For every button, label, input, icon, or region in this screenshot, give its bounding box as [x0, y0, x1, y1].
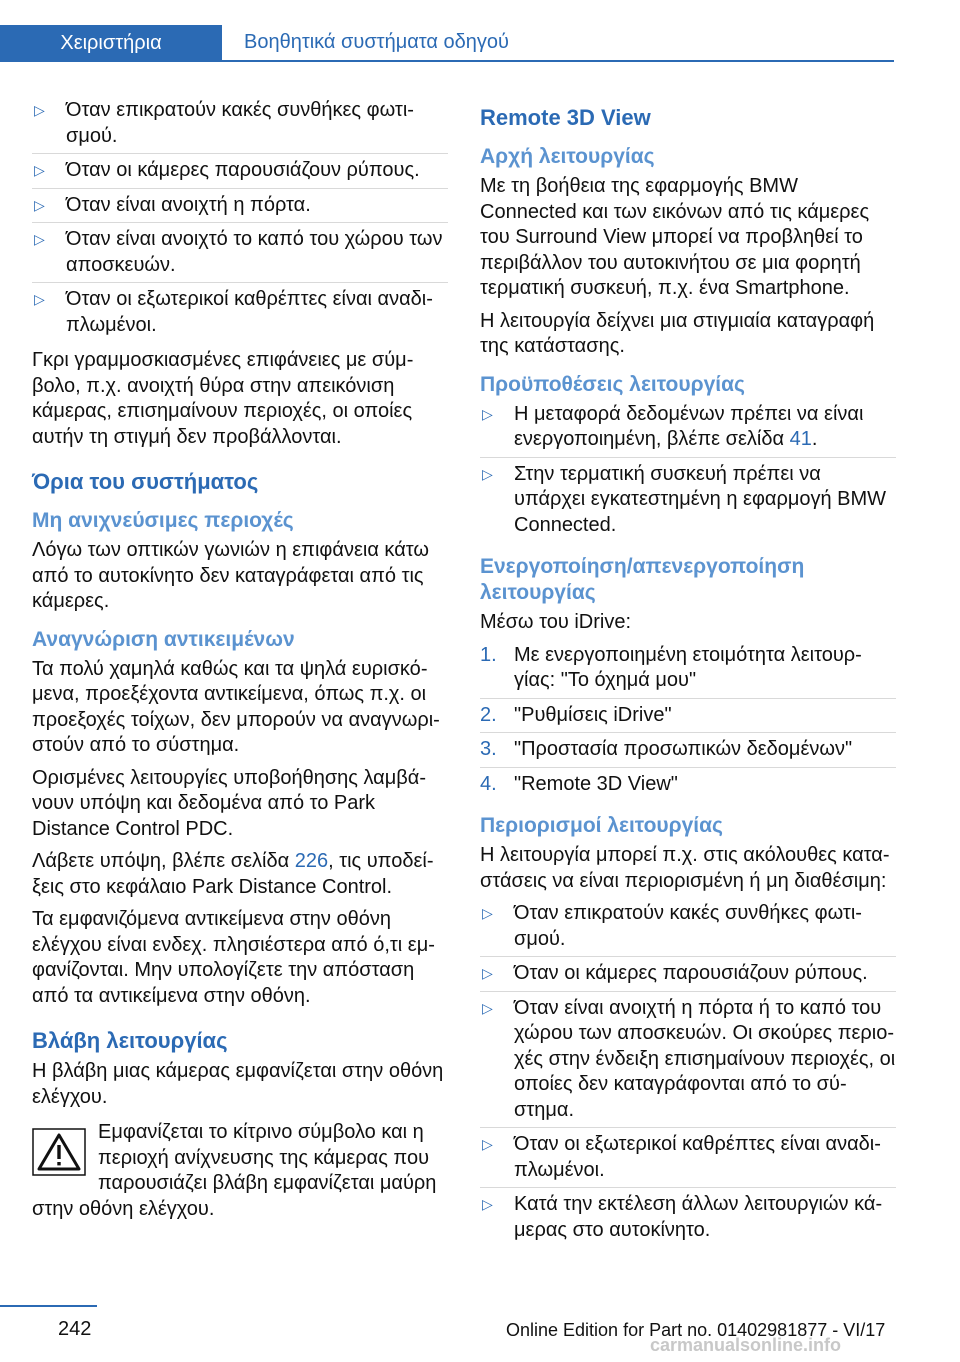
- step-number: 2.: [480, 703, 497, 726]
- heading-restrictions: Περιορισμοί λειτουργίας: [480, 814, 723, 837]
- list-item: 2. "Ρυθμίσεις iDrive": [480, 703, 896, 734]
- paragraph-snapshot: Η λειτουργία δείχνει μια στιγμιαία καταγραφή της κατάστασης.: [480, 309, 875, 357]
- list-item: ▷ Κατά την εκτέλεση άλλων λειτουργιών κάμερας στο αυτοκίνητο.: [482, 1193, 883, 1241]
- heading-malfunction: Βλάβη λειτουργίας: [32, 1028, 228, 1053]
- page-number: 242: [58, 1318, 92, 1340]
- heading-principle: Αρχή λειτουργίας: [480, 145, 655, 168]
- tab-controls[interactable]: Χειριστήρια: [0, 25, 222, 62]
- edition-note: Online Edition for Part no. 01402981877 - VI/17: [506, 1320, 886, 1340]
- triangle-right-icon: ▷: [34, 102, 45, 118]
- paragraph-undetectable: Λόγω των οπτικών γωνιών η επιφάνεια κάτω από το αυτοκίνητο δεν καταγράφεται από τις κάμερες.: [32, 539, 429, 612]
- triangle-right-icon: ▷: [482, 1136, 493, 1152]
- step-number: 3.: [480, 738, 497, 760]
- paragraph-objects: Τα πολύ χαμηλά καθώς και τα ψηλά ευρισκόμενα, προεξέχοντα αντικείμενα, όπως π.χ. οι προεξοχές τοίχων, δεν μπορούν να αναγνωριστούν από το σύστημα.: [32, 657, 440, 756]
- list-item: ▷ Όταν επικρατούν κακές συνθήκες φωτισμού.: [32, 98, 448, 154]
- triangle-right-icon: ▷: [482, 965, 493, 981]
- triangle-right-icon: ▷: [482, 1196, 493, 1212]
- warning-note: Εμφανίζεται το κίτρινο σύμβολο και η περιοχή ανίχνευσης της κάμερας που παρουσιάζει βλάβη εμφανίζεται μαύρη στην οθόνη ελέγχου.: [32, 1121, 437, 1220]
- heading-object-recognition: Αναγνώριση αντικειμένων: [32, 627, 295, 651]
- warning-triangle-icon: [32, 1128, 86, 1176]
- heading-remote-3d-view: Remote 3D View: [480, 105, 651, 130]
- list-item: ▷ Όταν οι κάμερες παρουσιάζουν ρύπους.: [32, 158, 448, 189]
- paragraph-malfunction: Η βλάβη μιας κάμερας εμφανίζεται στην οθόνη ελέγχου.: [32, 1060, 444, 1108]
- watermark: carmanualsonline.info: [650, 1335, 842, 1355]
- step-number: 1.: [480, 643, 497, 666]
- triangle-right-icon: ▷: [482, 999, 493, 1016]
- restrictions-list: [480, 901, 896, 1247]
- paragraph-principle: Με τη βοήθεια της εφαρμογής BMW Connected και των εικόνων από τις κάμερες του Surround View μπορεί να προβληθεί το περιβάλλον του αυτοκινήτου σε μια φορητή τερματική συσκευή, π.χ. ένα Smartphone.: [480, 175, 870, 299]
- triangle-right-icon: ▷: [34, 196, 45, 213]
- page-link-226[interactable]: 226: [294, 850, 329, 872]
- heading-undetectable-areas: Μη ανιχνεύσιμες περιοχές: [32, 509, 294, 532]
- list-item: ▷ Η μεταφορά δεδομένων πρέπει να είναι ενεργοποιημένη, βλέπε σελίδα 41.: [480, 402, 896, 458]
- list-item: ▷ Όταν οι κάμερες παρουσιάζουν ρύπους.: [480, 961, 896, 992]
- list-item: ▷ Όταν οι εξωτερικοί καθρέπτες είναι αναδιπλωμένοι.: [480, 1132, 896, 1188]
- list-item: ▷ Όταν είναι ανοιχτό το καπό του χώρου των αποσκευών.: [32, 227, 448, 283]
- triangle-right-icon: ▷: [34, 162, 45, 178]
- triangle-right-icon: ▷: [482, 905, 493, 921]
- list-item: ▷ Στην τερματική συσκευή πρέπει να υπάρχει εγκατεστημένη η εφαρμογή BMW Connected.: [482, 462, 887, 536]
- step-number: 4.: [480, 772, 497, 795]
- left-column: [32, 98, 448, 1222]
- paragraph-restrictions: Η λειτουργία μπορεί π.χ. στις ακόλουθες καταστάσεις να είναι περιορισμένη ή μη διαθέσιμη:: [480, 844, 890, 892]
- heading-system-limits: Όρια του συστήματος: [32, 469, 259, 494]
- paragraph-pdc: Ορισμένες λειτουργίες υποβοήθησης λαμβάνουν υπόψη και δεδομένα από το Park Distance Control PDC.: [32, 766, 426, 840]
- list-item: ▷ Όταν επικρατούν κακές συνθήκες φωτισμού.: [480, 901, 896, 957]
- paragraph-closer: Τα εμφανιζόμενα αντικείμενα στην οθόνη ελέγχου είναι ενδεχ. πλησιέστερα από ό,τι εμφανίζονται. Μην υπολογίζετε την απόσταση από τα αντικείμενα στην οθόνη.: [32, 908, 435, 1007]
- triangle-right-icon: ▷: [482, 465, 493, 482]
- left-bullet-list: [32, 98, 448, 342]
- triangle-right-icon: ▷: [34, 291, 45, 307]
- list-item: 4. "Remote 3D View": [480, 772, 896, 802]
- list-item: 1. Με ενεργοποιημένη ετοιμότητα λειτουργίας: "Το όχημά μου": [480, 643, 896, 699]
- heading-prerequisites: Προϋποθέσεις λειτουργίας: [480, 372, 745, 396]
- page-link-41[interactable]: 41: [789, 428, 812, 450]
- heading-activation: Ενεργοποίηση/απενεργοποίηση λειτουργίας: [480, 555, 805, 604]
- page-number-rule: [0, 1305, 97, 1307]
- prereq-list: [480, 402, 896, 543]
- triangle-right-icon: ▷: [482, 405, 493, 422]
- list-item: ▷ Όταν οι εξωτερικοί καθρέπτες είναι αναδιπλωμένοι.: [34, 288, 433, 336]
- right-column: [480, 98, 896, 1253]
- paragraph-grey-areas: Γκρι γραμμοσκιασμένες επιφάνειες με σύμβολο, π.χ. ανοιχτή θύρα στην απεικόνιση κάμερας, επισημαίνουν περιοχές, οι οποίες αυτήν τη στιγμή δεν προβάλλονται.: [32, 349, 414, 448]
- header-rule: [0, 60, 222, 62]
- steps-list: [480, 643, 896, 802]
- paragraph-idrive: Μέσω του iDrive:: [480, 611, 631, 633]
- list-item: 3. "Προστασία προσωπικών δεδομένων": [480, 737, 896, 768]
- page-header: [0, 0, 960, 62]
- list-item: ▷ Όταν είναι ανοιχτή η πόρτα.: [32, 193, 448, 224]
- paragraph-see-page: Λάβετε υπόψη, βλέπε σελίδα 226, τις υποδείξεις στο κεφάλαιο Park Distance Control.: [32, 850, 434, 898]
- tab-driver-assistance[interactable]: Βοηθητικά συστήματα οδηγού: [222, 25, 894, 62]
- list-item: ▷ Όταν είναι ανοιχτή η πόρτα ή το καπό του χώρου των αποσκευών. Οι σκούρες περιοχές στην ένδειξη επισημαίνουν περιοχές, οι οποίες δεν καταγράφονται από το σύστημα.: [480, 996, 896, 1129]
- triangle-right-icon: ▷: [34, 231, 45, 247]
